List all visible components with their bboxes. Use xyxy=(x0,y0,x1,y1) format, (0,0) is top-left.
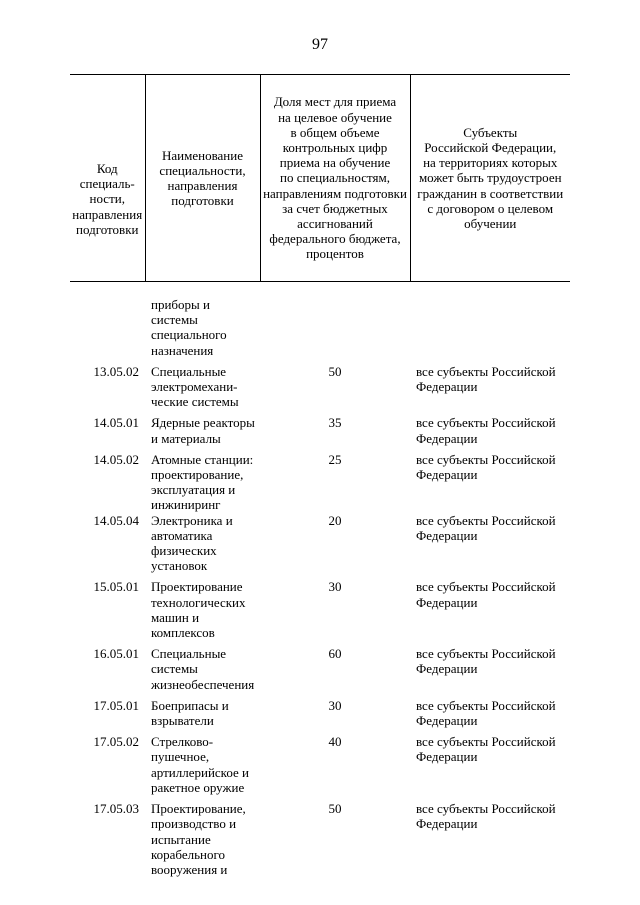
row-code: 15.05.01 xyxy=(93,579,139,595)
row-regions: все субъекты Российской Федерации xyxy=(416,451,556,483)
table-row xyxy=(70,297,570,364)
row-name: Боеприпасы и взрыватели xyxy=(151,697,229,729)
row-regions: все субъекты Российской Федерации xyxy=(416,363,556,395)
row-share: 30 xyxy=(328,579,342,595)
row-name: Атомные станции: проектирование, эксплуатация и инжиниринг xyxy=(151,451,254,513)
row-share: 50 xyxy=(328,801,342,817)
row-name: Электроника и автоматика физических установок xyxy=(151,512,233,574)
row-name: Проектирование, производство и испытание корабельного вооружения и xyxy=(151,801,246,877)
row-regions: все субъекты Российской Федерации xyxy=(416,697,556,729)
row-name: Специальные электромехани- ческие системы xyxy=(151,363,239,410)
row-regions: все субъекты Российской Федерации xyxy=(416,734,556,765)
row-code: 16.05.01 xyxy=(93,646,139,662)
row-share: 30 xyxy=(328,697,342,713)
row-code: 17.05.01 xyxy=(93,697,139,713)
row-code: 14.05.02 xyxy=(93,451,139,467)
row-share: 25 xyxy=(328,451,342,467)
row-share: 35 xyxy=(328,415,342,431)
table-header-row xyxy=(70,75,570,282)
table-row xyxy=(70,646,570,698)
row-code: 17.05.02 xyxy=(93,734,139,750)
table-row xyxy=(70,579,570,646)
row-regions: все субъекты Российской Федерации xyxy=(416,415,556,446)
row-share xyxy=(260,297,410,364)
row-regions: все субъекты Российской Федерации xyxy=(416,646,556,677)
row-name: приборы и системы специального назначения xyxy=(151,297,227,358)
table-row xyxy=(70,513,570,580)
row-code: 14.05.04 xyxy=(93,512,139,528)
row-code: 13.05.02 xyxy=(93,363,139,379)
table-row xyxy=(70,415,570,451)
row-regions: все субъекты Российской Федерации xyxy=(416,579,556,610)
row-regions xyxy=(410,297,570,364)
table-row xyxy=(70,452,570,513)
row-regions: все субъекты Российской Федерации xyxy=(416,801,556,832)
row-name: Проектирование технологических машин и комплексов xyxy=(151,579,246,641)
table-row xyxy=(70,801,570,877)
header-share: Доля мест для приема на целевое обучение в общем объеме контрольных цифр приема на обучение по специальностям, направлениям подготовки за счет бюджетных ассигнований федерального бюджета, процентов xyxy=(260,75,410,282)
row-share: 60 xyxy=(328,646,342,662)
row-share: 20 xyxy=(328,512,342,528)
row-name: Стрелково- пушечное, артиллерийское и ракетное оружие xyxy=(151,734,249,795)
row-name: Специальные системы жизнеобеспечения xyxy=(151,646,255,692)
row-code: 14.05.01 xyxy=(93,415,139,431)
header-regions: Субъекты Российской Федерации, на территориях которых может быть трудоустроен гражданин в соответствии с договором о целевом обучении xyxy=(410,75,570,282)
header-name: Наименование специальности, направления подготовки xyxy=(145,75,260,282)
row-regions: все субъекты Российской Федерации xyxy=(416,512,556,543)
table-row xyxy=(70,734,570,801)
table-row xyxy=(70,364,570,416)
page-number: 97 xyxy=(312,36,328,53)
row-share: 50 xyxy=(328,363,342,379)
table-row xyxy=(70,698,570,734)
specialties-table xyxy=(70,74,570,877)
header-code: Код специаль- ности, направления подготовки xyxy=(70,75,145,282)
row-code xyxy=(70,297,145,364)
table-spacer xyxy=(70,282,570,298)
row-name: Ядерные реакторы и материалы xyxy=(151,415,255,446)
row-code: 17.05.03 xyxy=(93,801,139,817)
row-share: 40 xyxy=(328,734,342,750)
